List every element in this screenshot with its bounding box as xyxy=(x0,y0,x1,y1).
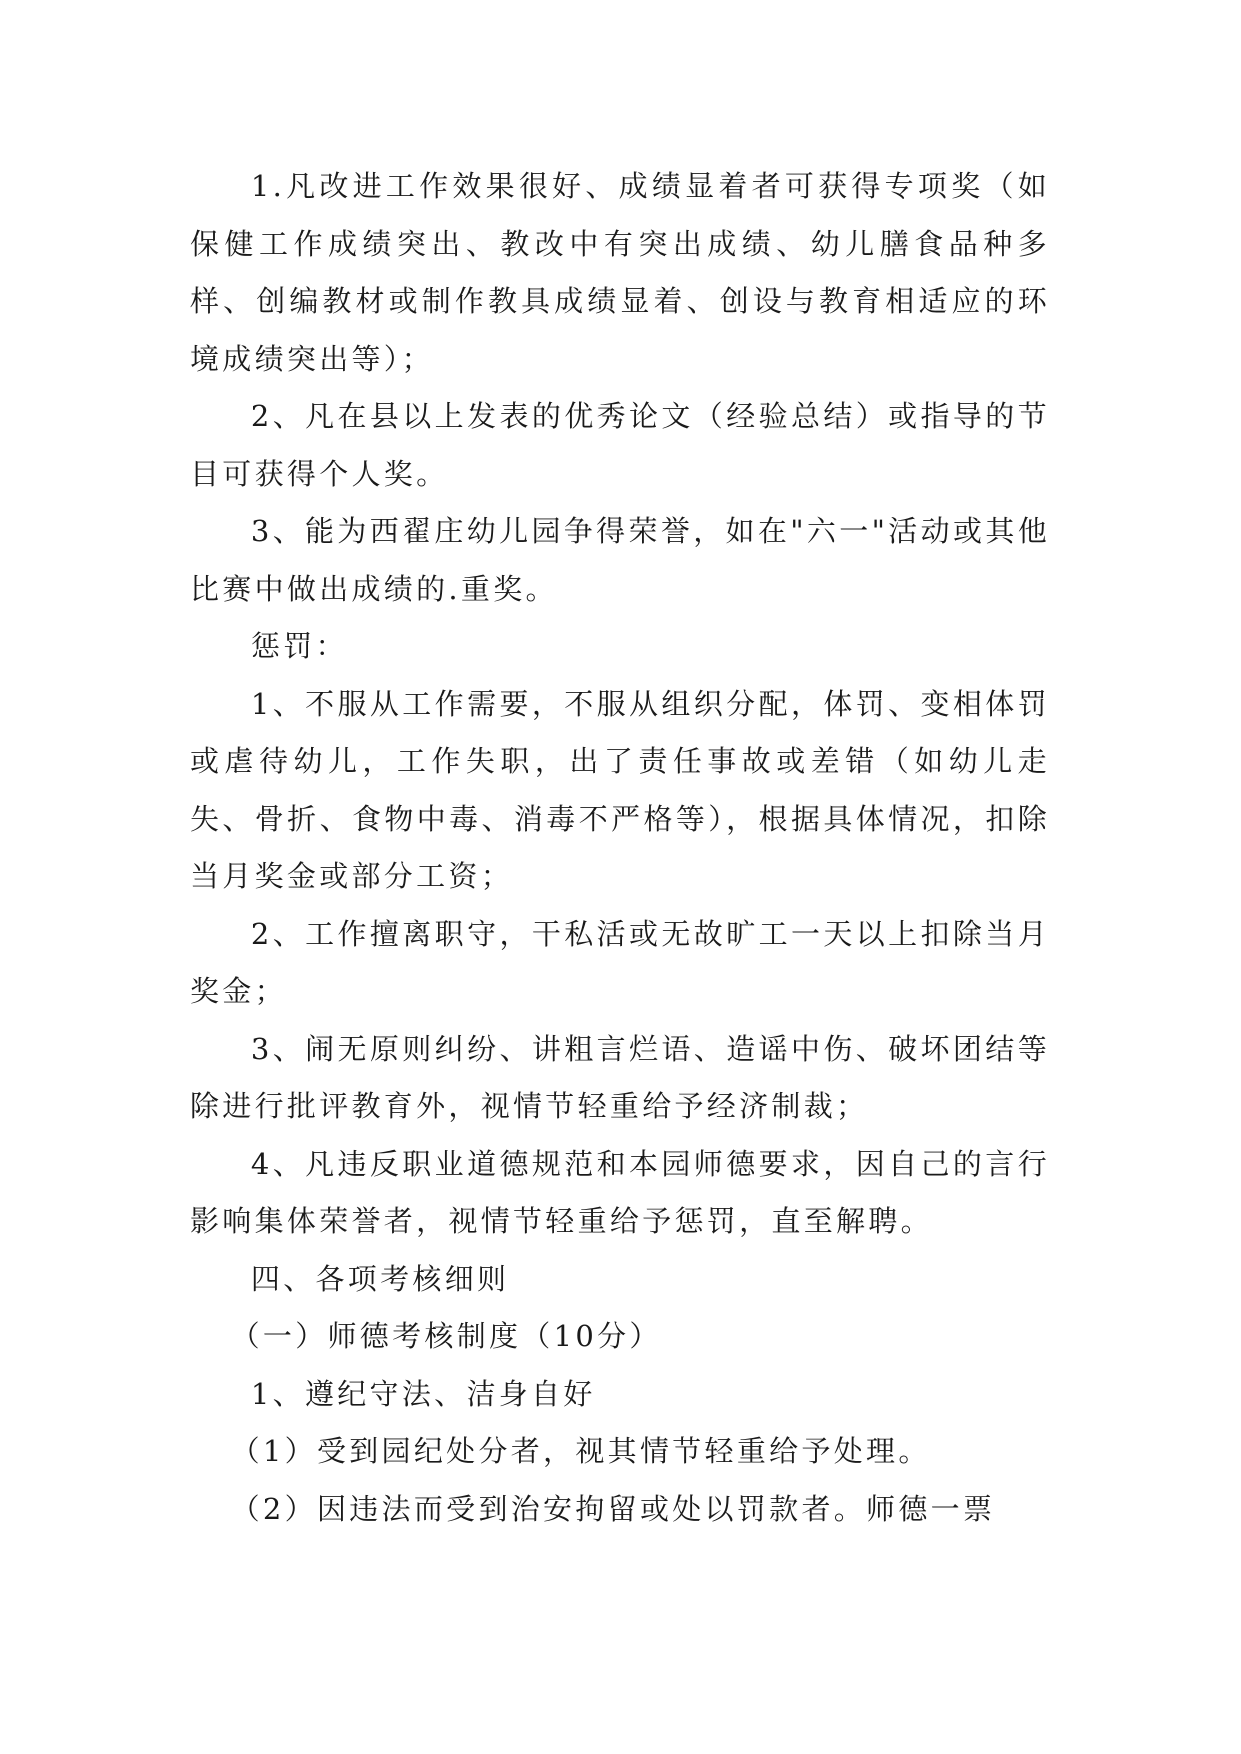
paragraph-major-award: 3、能为西翟庄幼儿园争得荣誉，如在"六一"活动或其他比赛中做出成绩的.重奖。 xyxy=(190,514,1050,606)
heading-ethics-assessment: （一）师德考核制度（10分） xyxy=(230,1319,662,1353)
paragraph-penalty-2: 2、工作擅离职守，干私活或无故旷工一天以上扣除当月奖金； xyxy=(190,916,1050,1008)
heading-assessment-rules: 四、各项考核细则 xyxy=(250,1261,510,1296)
paragraph-special-award: 1.凡改进工作效果很好、成绩显着者可获得专项奖（如保健工作成绩突出、教改中有突出成绩、幼儿膳食品种多样、创编教材或制作教具成绩显着、创设与教育相适应的环境成绩突出等）； xyxy=(190,169,1050,376)
paragraph-penalty-3: 3、闹无原则纠纷、讲粗言烂语、造谣中伤、破坏团结等除进行批评教育外，视情节轻重给予经济制裁； xyxy=(190,1031,1050,1123)
paragraph-discipline-item-2: （2）因违法而受到治安拘留或处以罚款者。师德一票 xyxy=(230,1491,996,1526)
paragraph-personal-award: 2、凡在县以上发表的优秀论文（经验总结）或指导的节目可获得个人奖。 xyxy=(190,399,1050,491)
paragraph-discipline-item-1: （1）受到园纪处分者，视其情节轻重给予处理。 xyxy=(230,1434,931,1468)
document-body xyxy=(190,158,1050,1538)
heading-penalties: 惩罚： xyxy=(250,629,348,663)
paragraph-penalty-4: 4、凡违反职业道德规范和本园师德要求，因自己的言行影响集体荣誉者，视情节轻重给予惩罚，直至解聘。 xyxy=(190,1146,1050,1238)
heading-law-abiding: 1、遵纪守法、洁身自好 xyxy=(250,1376,596,1411)
paragraph-penalty-1: 1、不服从工作需要，不服从组织分配，体罚、变相体罚或虐待幼儿，工作失职，出了责任事故或差错（如幼儿走失、骨折、食物中毒、消毒不严格等），根据具体情况，扣除当月奖金或部分工资； xyxy=(190,686,1050,893)
